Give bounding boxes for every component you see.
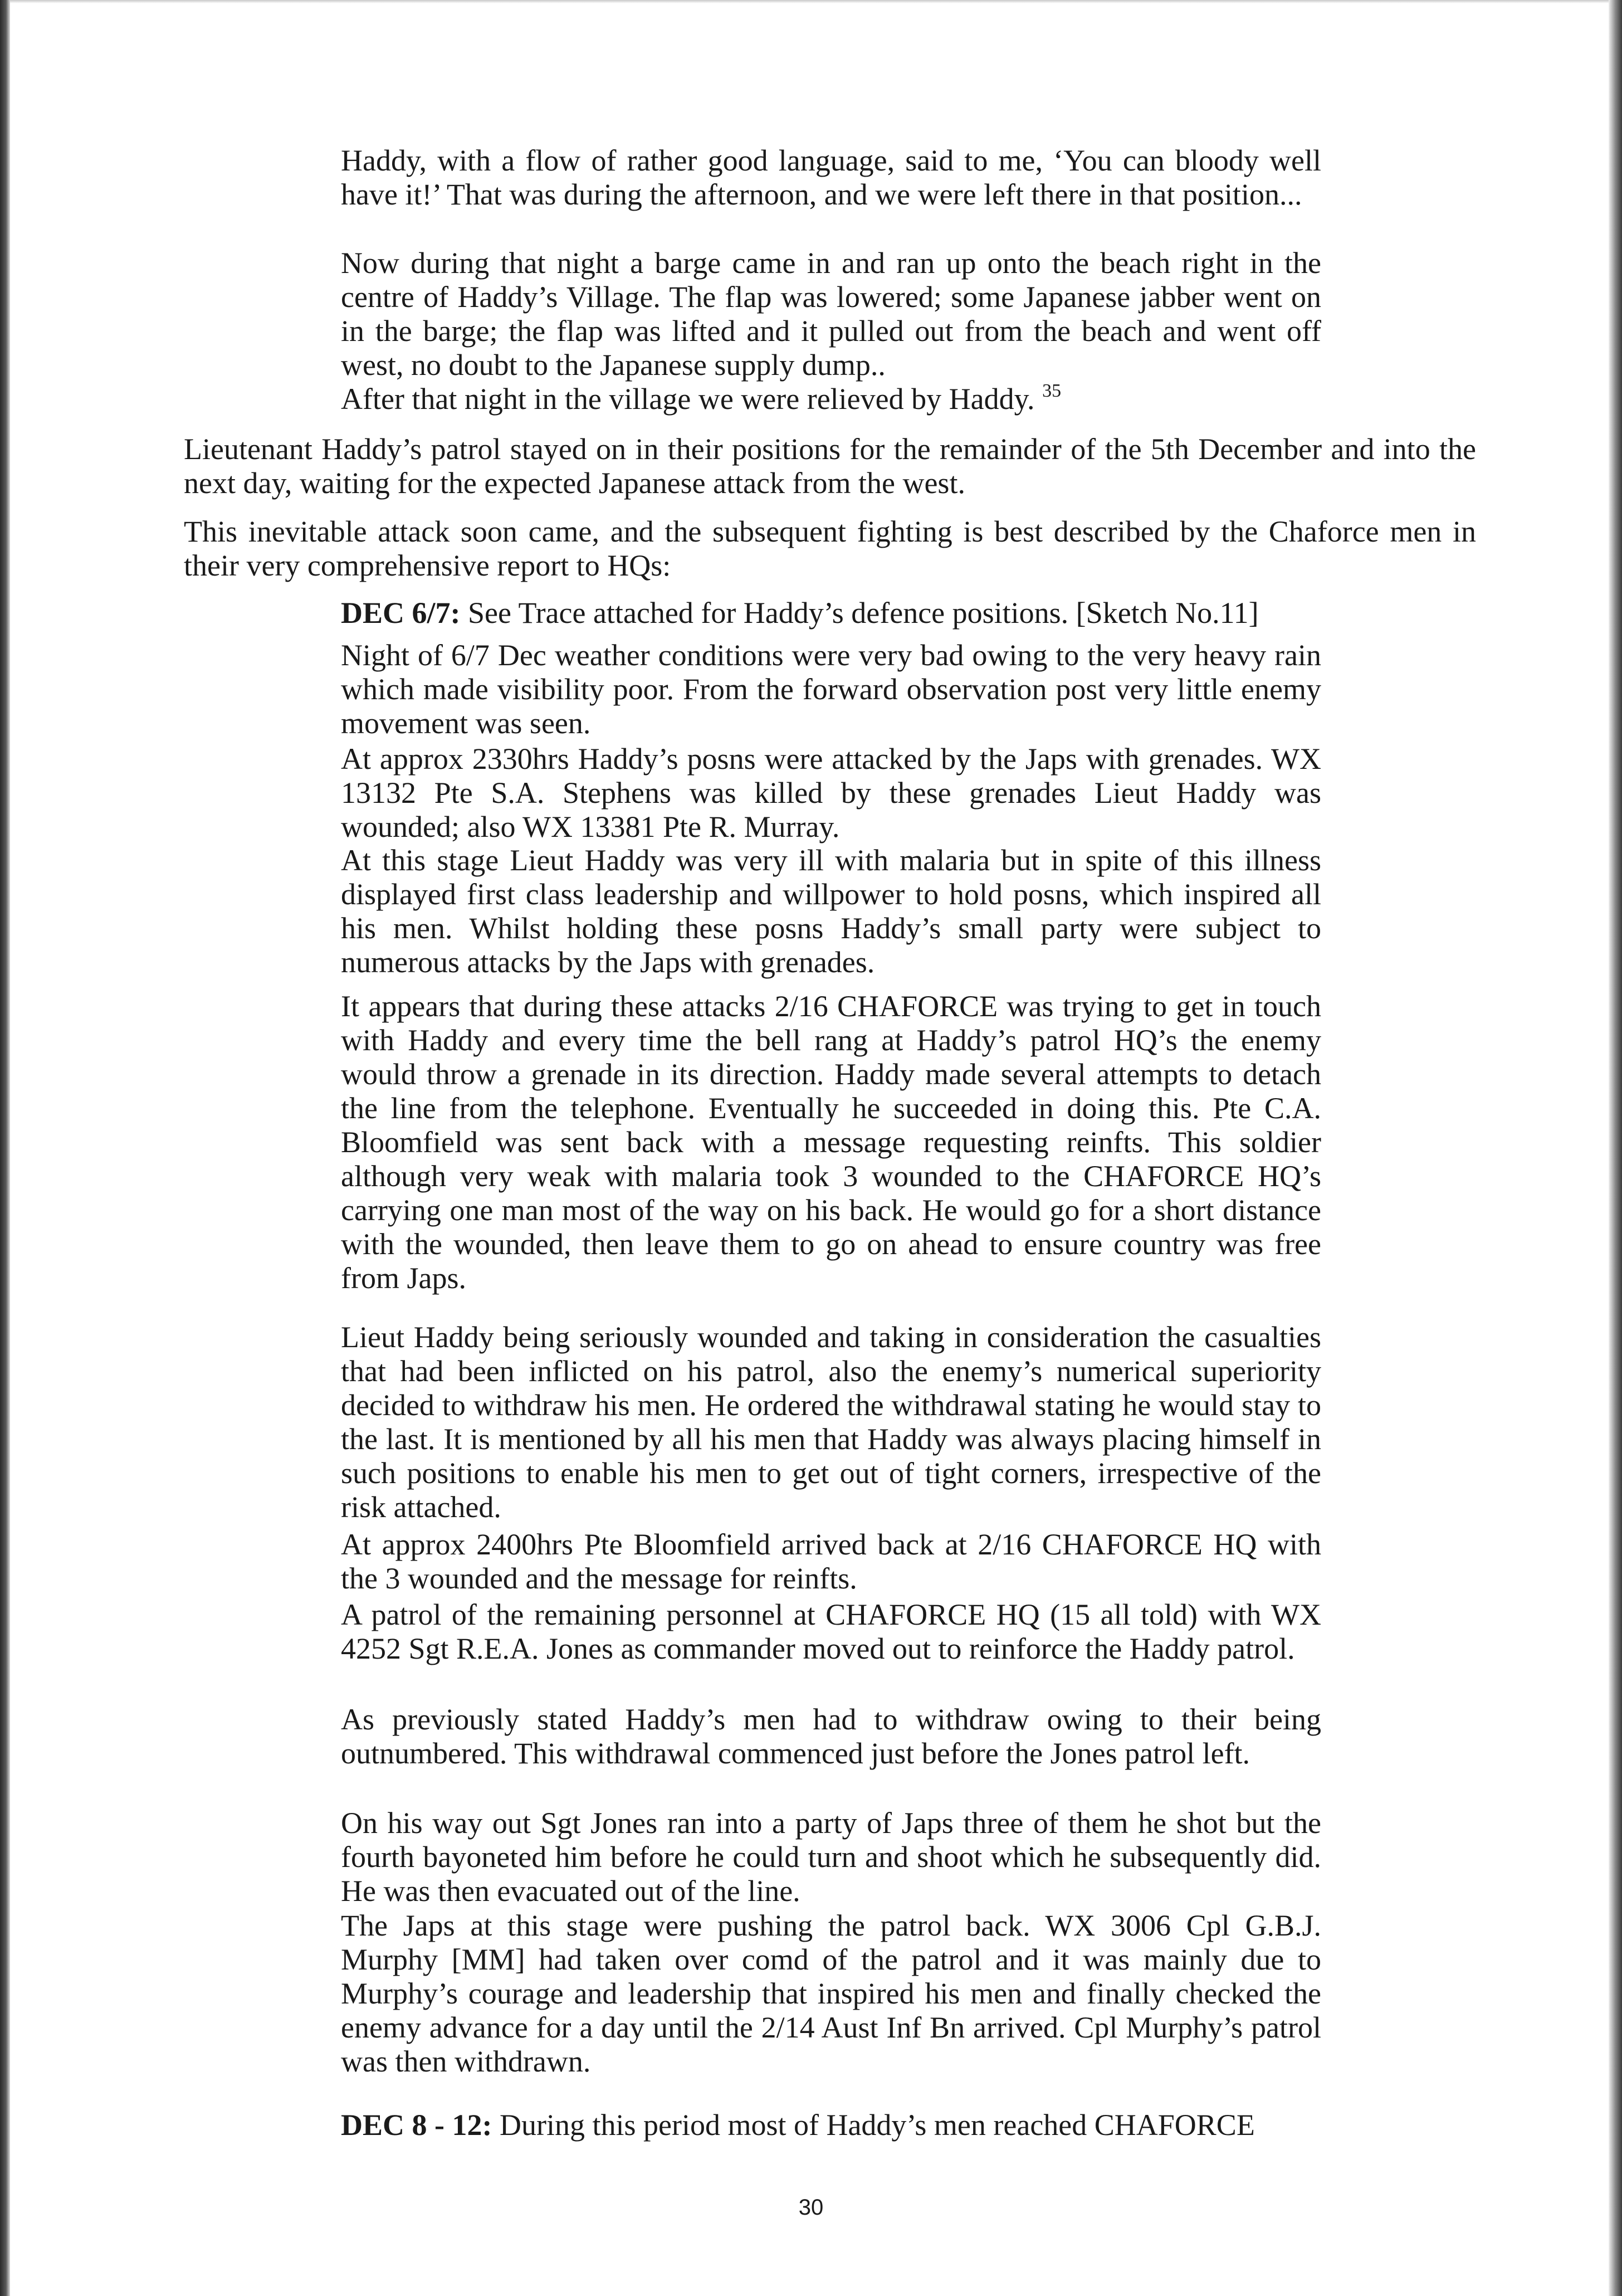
report-text-2: At approx 2330hrs Haddy’s posns were attacked by the Japs with grenades. WX 13132 Pte S.A. Stephens was killed by these grenades Lieut Haddy was wounded; also WX 13381 Pte R. Murray. [341,742,1321,844]
report-dec67-heading [341,596,1321,630]
report-text-5: Lieut Haddy being seriously wounded and taking in consideration the casualties that had been inflicted on his patrol, also the enemy’s numerical superiority decided to withdraw his men. He ordered the withdrawal stating he would stay to the last. It is mentioned by all his men that Haddy was always placing himself in such positions to enable his men to get out of tight corners, irrespective of the risk attached. [341,1320,1321,1524]
report-dec67-text: See Trace attached for Haddy’s defence positions. [Sketch No.11] [468,596,1259,630]
quote-text-2: Now during that night a barge came in and ran up onto the beach right in the centre of Haddy’s Village. The flap was lowered; some Japanese jabber went on in the barge; the flap was lifted and it pulled out from the beach and went off west, no doubt to the Japanese supply dump.. [341,246,1321,382]
report-paragraph-3 [341,844,1321,979]
report-dec812-heading [341,2108,1321,2142]
report-text-6: At approx 2400hrs Pte Bloomfield arrived back at 2/16 CHAFORCE HQ with the 3 wounded and the message for reinfts. [341,1528,1321,1595]
report-paragraph-4 [341,989,1321,1295]
report-date-label-dec812: DEC 8 - 12: [341,2108,492,2142]
report-date-label-dec67: DEC 6/7: [341,596,461,630]
report-paragraph-1 [341,638,1321,740]
narrative-text-2: This inevitable attack soon came, and the subsequent fighting is best described by the Chaforce men in their very comprehensive report to HQs: [184,515,1476,582]
report-paragraph-10 [341,1909,1321,2079]
page-number: 30 [798,2195,824,2220]
narrative-text-1: Lieutenant Haddy’s patrol stayed on in their positions for the remainder of the 5th December and into the next day, waiting for the expected Japanese attack from the west. [184,432,1476,500]
narrative-paragraph-2 [184,515,1476,583]
footnote-reference: 35 [1042,381,1062,401]
report-paragraph-5 [341,1320,1321,1524]
report-text-3: At this stage Lieut Haddy was very ill with malaria but in spite of this illness displayed first class leadership and willpower to hold posns, which inspired all his men. Whilst holding these posns Haddy’s small party were subject to numerous attacks by the Japs with grenades. [341,844,1321,979]
quote-paragraph-1 [341,144,1321,212]
report-text-1: Night of 6/7 Dec weather conditions were very bad owing to the very heavy rain which made visibility poor. From the forward observation post very little enemy movement was seen. [341,638,1321,740]
report-text-7: A patrol of the remaining personnel at CHAFORCE HQ (15 all told) with WX 4252 Sgt R.E.A. Jones as commander moved out to reinforce the Haddy patrol. [341,1598,1321,1665]
quote-text-1: Haddy, with a flow of rather good language, said to me, ‘You can bloody well have it!’ That was during the afternoon, and we were left there in that position... [341,144,1321,211]
report-text-4: It appears that during these attacks 2/16 CHAFORCE was trying to get in touch with Haddy and every time the bell rang at Haddy’s patrol HQ’s the enemy would throw a grenade in its direction. Haddy made several attempts to detach the line from the telephone. Eventually he succeeded in doing this. Pte C.A. Bloomfield was sent back with a message requesting reinfts. This soldier although very weak with malaria took 3 wounded to the CHAFORCE HQ’s carrying one man most of the way on his back. He would go for a short distance with the wounded, then leave them to go on ahead to ensure country was free from Japs. [341,989,1321,1295]
report-text-8: As previously stated Haddy’s men had to withdraw owing to their being outnumbered. This withdrawal commenced just before the Jones patrol left. [341,1703,1321,1770]
quote-paragraph-3 [341,382,1321,416]
report-paragraph-9 [341,1806,1321,1908]
narrative-paragraph-1 [184,432,1476,500]
report-paragraph-2 [341,742,1321,844]
report-text-10: The Japs at this stage were pushing the patrol back. WX 3006 Cpl G.B.J. Murphy [MM] had taken over comd of the patrol and it was mainly due to Murphy’s courage and leadership that inspired his men and finally checked the enemy advance for a day until the 2/14 Aust Inf Bn arrived. Cpl Murphy’s patrol was then withdrawn. [341,1909,1321,2078]
quote-text-3: After that night in the village we were relieved by Haddy. [341,382,1035,416]
report-paragraph-8 [341,1703,1321,1771]
report-dec812-text: During this period most of Haddy’s men reached CHAFORCE [499,2108,1255,2142]
report-paragraph-6 [341,1528,1321,1596]
quote-paragraph-2 [341,246,1321,382]
report-text-9: On his way out Sgt Jones ran into a party of Japs three of them he shot but the fourth bayoneted him before he could turn and shoot which he subsequently did. He was then evacuated out of the line. [341,1806,1321,1908]
report-paragraph-7 [341,1598,1321,1666]
